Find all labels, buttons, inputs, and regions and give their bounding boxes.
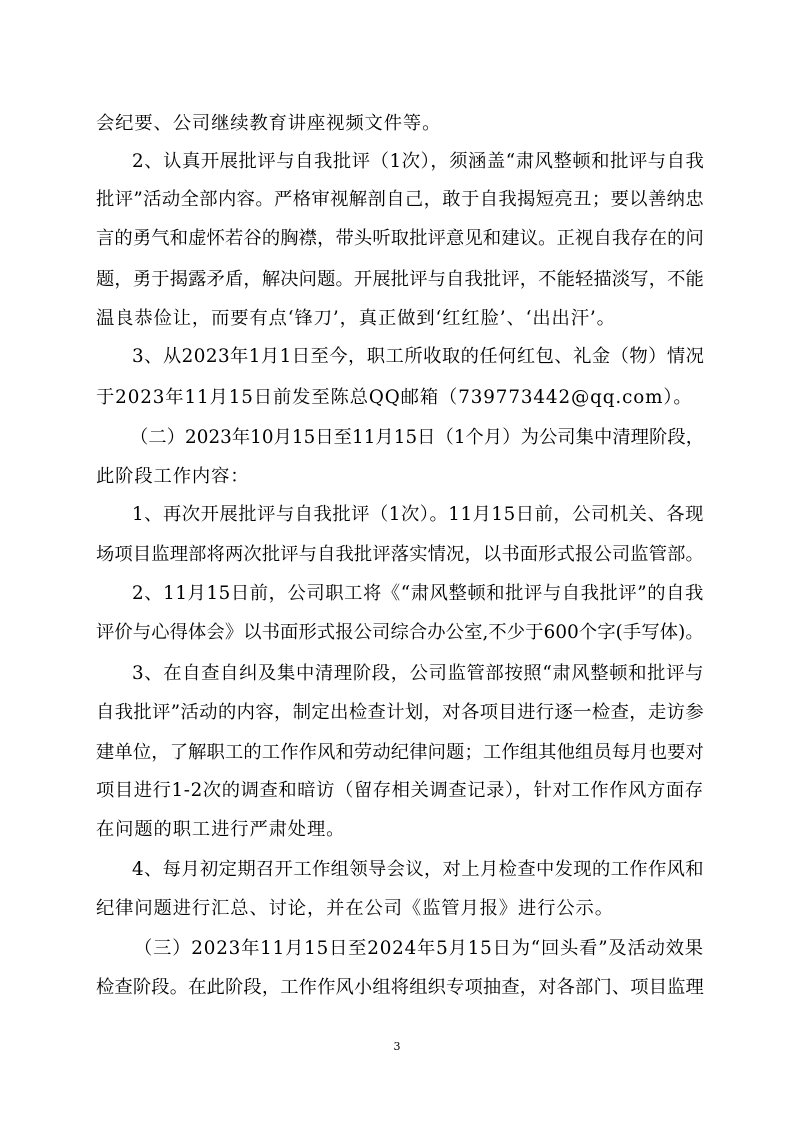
paragraph-line: 此阶段工作内容： [96, 466, 250, 487]
paragraph-line: 建单位，了解职工的工作作风和劳动纪律问题；工作组其他组员每月也要对 [96, 742, 704, 763]
paragraph-line: 评价与心得体会》以书面形式报公司综合办公室,不少于600个字(手写体)。 [96, 622, 704, 643]
paragraph-line: 4、每月初定期召开工作组领导会议，对上月检查中发现的工作作风和 [132, 859, 704, 880]
paragraph-line: 会纪要、公司继续教育讲座视频文件等。 [96, 113, 442, 134]
paragraph-line: （三）2023年11月15日至2024年5月15日为“回头看”及活动效果 [134, 938, 704, 959]
paragraph-line: 3、在自查自纠及集中清理阶段，公司监管部按照“肃风整顿和批评与 [132, 663, 705, 684]
paragraph-line: （二）2023年10月15日至11月15日（1个月）为公司集中清理阶段， [130, 427, 705, 448]
paragraph-line: 3、从2023年1月1日至今，职工所收取的任何红包、礼金（物）情况 [132, 346, 705, 367]
paragraph-line: 于2023年11月15日前发至陈总QQ邮箱（739773442@qq.com）。 [96, 387, 693, 408]
paragraph-line: 检查阶段。在此阶段，工作作风小组将组织专项抽查，对各部门、项目监理 [96, 977, 704, 998]
paragraph-line: 1、再次开展批评与自我批评（1次）。11月15日前，公司机关、各现 [132, 504, 704, 525]
page-number: 3 [393, 1040, 401, 1053]
paragraph-line: 2、认真开展批评与自我批评（1次），须涵盖“肃风整顿和批评与自我 [132, 151, 705, 172]
paragraph-line: 场项目监理部将两次批评与自我批评落实情况，以书面形式报公司监管部。 [96, 544, 704, 565]
paragraph-line: 言的勇气和虚怀若谷的胸襟，带头听取批评意见和建议。正视自我存在的问 [96, 228, 704, 249]
paragraph-line: 批评”活动全部内容。严格审视解剖自己，敢于自我揭短亮丑；要以善纳忠 [96, 189, 705, 210]
paragraph-line: 自我批评”活动的内容，制定出检查计划，对各项目进行逐一检查，走访参 [96, 702, 705, 723]
paragraph-line: 2、11月15日前，公司职工将《“肃风整顿和批评与自我批评”的自我 [132, 583, 704, 604]
paragraph-line: 题，勇于揭露矛盾，解决问题。开展批评与自我批评，不能轻描淡写，不能 [96, 269, 704, 290]
paragraph-line: 项目进行1-2次的调查和暗访（留存相关调查记录），针对工作作风方面存 [96, 780, 704, 801]
paragraph-line: 在问题的职工进行严肃处理。 [96, 819, 346, 840]
paragraph-line: 纪律问题进行汇总、讨论，并在公司《监管月报》进行公示。 [96, 898, 614, 919]
paragraph-line: 温良恭俭让，而要有点‘锋刀’，真正做到‘红红脸’、‘出出汗’。 [96, 308, 616, 329]
